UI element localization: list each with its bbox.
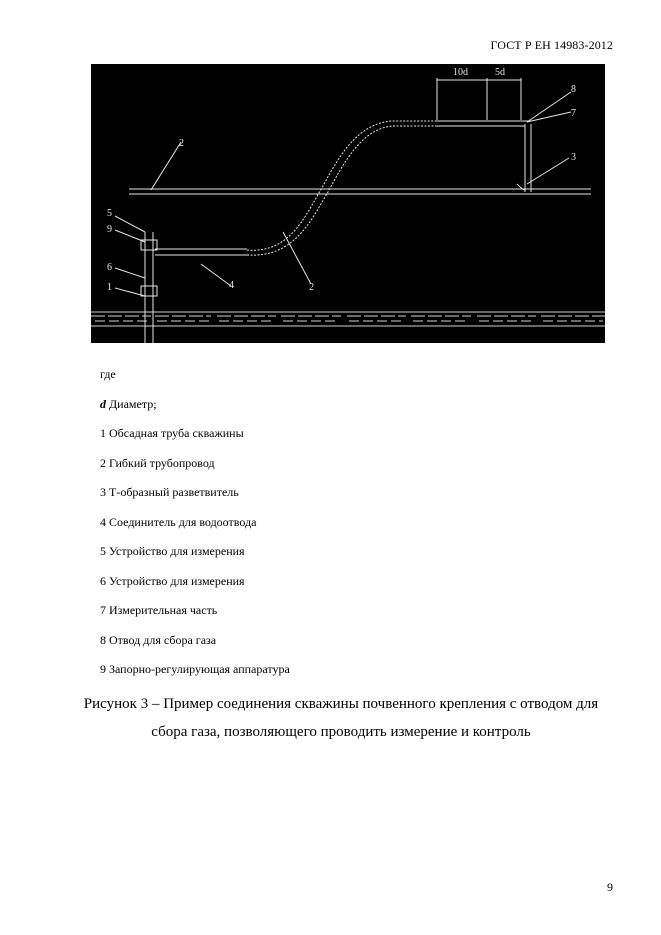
callout-1: 1 [107,282,112,293]
figure-diagram [91,64,605,343]
caption-line-1: Рисунок 3 – Пример соединения скважины почвенного крепления с отводом для [83,696,599,712]
callout-5: 5 [107,208,112,219]
ground-hatching [91,312,605,326]
callout-2-top: 2 [179,138,184,149]
caption-line-2: сбора газа, позволяющего проводить измерение и контроль [151,724,531,740]
callout-9: 9 [107,224,112,235]
callout-4: 4 [229,280,234,291]
page-number: 9 [607,880,613,894]
legend-d-symbol: d [100,396,106,411]
callout-3: 3 [571,152,576,163]
legend-item-6: 6 Устройство для измерения [100,573,245,588]
callout-7: 7 [571,108,576,119]
legend-item-2: 2 Гибкий трубопровод [100,455,215,470]
callout-8: 8 [571,84,576,95]
dim-label-10d: 10d [453,67,468,78]
legend-intro: где [100,367,116,381]
dim-label-5d: 5d [495,67,505,78]
figure-legend [100,367,290,692]
legend-item-4: 4 Соединитель для водоотвода [100,514,257,529]
callout-2: 2 [309,282,314,293]
callout-6: 6 [107,262,112,273]
legend-d-text: Диаметр; [106,396,157,411]
flexible-hose [247,121,436,250]
figure-caption [40,690,642,746]
legend-d-definition [100,397,290,427]
document-header: ГОСТ Р ЕН 14983-2012 [490,38,613,52]
legend-item-3: 3 Т-образный разветвитель [100,485,239,499]
legend-item-8: 8 Отвод для сбора газа [100,632,217,647]
legend-item-5: 5 Устройство для измерения [100,544,245,558]
gas-well-connection-drawing [91,64,605,343]
legend-item-1: 1 Обсадная труба скважины [100,426,244,440]
legend-item-7: 7 Измерительная часть [100,603,218,617]
legend-item-9: 9 Запорно-регулирующая аппаратура [100,662,290,676]
